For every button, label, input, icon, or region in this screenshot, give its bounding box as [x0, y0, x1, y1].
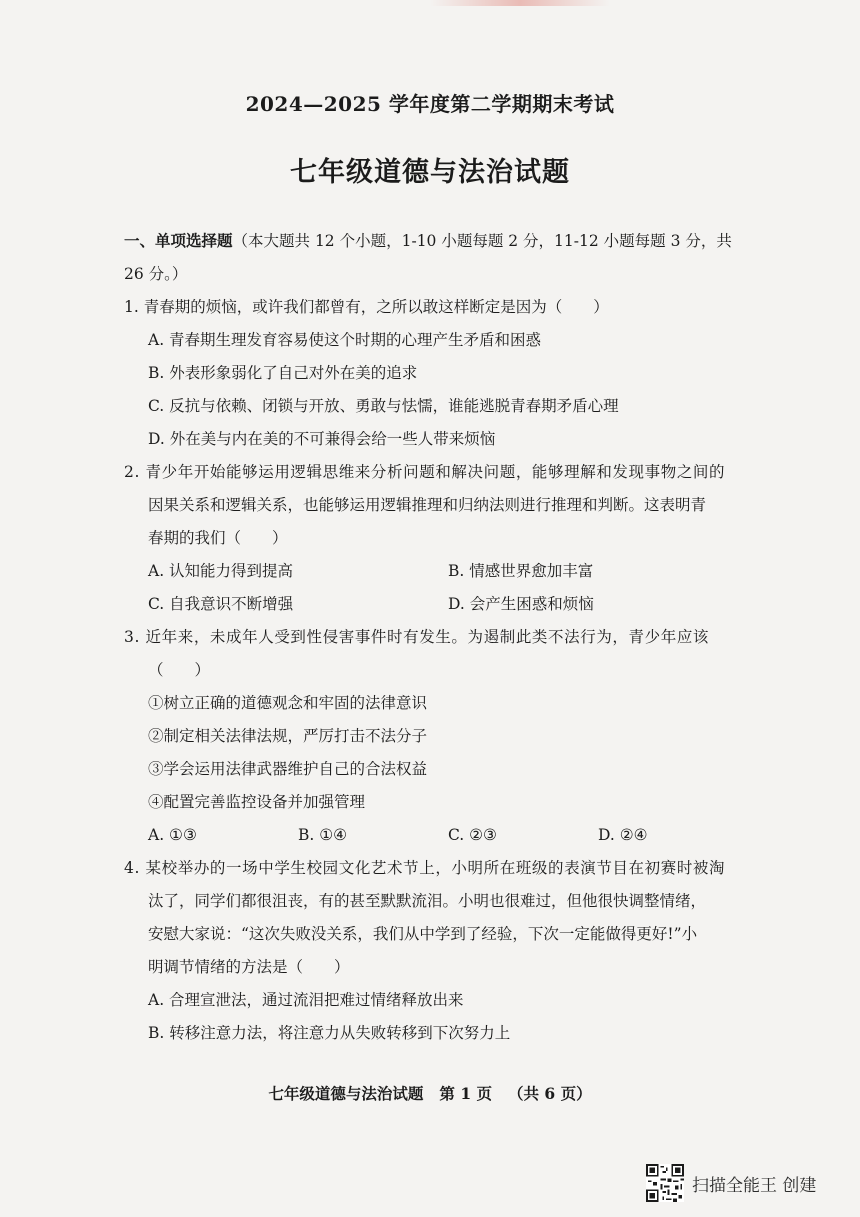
question-stem-line: 春期的我们（ ） [148, 529, 288, 547]
page-footer [0, 1082, 860, 1104]
footer-page-number: 第 1 页 [439, 1084, 492, 1103]
question-stem-line: 2. 青少年开始能够运用逻辑思维来分析问题和解决问题，能够理解和发现事物之间的 [124, 463, 726, 481]
option-c: C. 自我意识不断增强 [148, 595, 294, 613]
option-a: A. 认知能力得到提高 [148, 562, 294, 580]
option-row [124, 588, 756, 621]
option-d: D. ②④ [598, 826, 648, 844]
question-stem-line: 4. 某校举办的一场中学生校园文化艺术节上，小明所在班级的表演节目在初赛时被淘 [124, 859, 726, 877]
section-note-cont: 26 分。） [124, 265, 188, 283]
question-stem-line: 明调节情绪的方法是（ ） [148, 958, 350, 976]
option-a: A. ①③ [148, 826, 197, 844]
option-d: D. 会产生困惑和烦恼 [448, 595, 594, 613]
statement-4: ④配置完善监控设备并加强管理 [148, 793, 366, 811]
statement-2: ②制定相关法律法规，严厉打击不法分子 [148, 727, 428, 745]
option-b: B. 外表形象弱化了自己对外在美的追求 [148, 364, 418, 382]
scanner-watermark [646, 1163, 816, 1203]
question-content [124, 224, 756, 1050]
question-stem-line: 因果关系和逻辑关系，也能够运用逻辑推理和归纳法则进行推理和判断。这表明青 [148, 496, 707, 514]
scan-mark [430, 0, 610, 6]
watermark-text: 扫描全能王 创建 [692, 1175, 817, 1196]
option-b: B. ①④ [298, 826, 348, 844]
option-b: B. 情感世界愈加丰富 [448, 562, 594, 580]
statement-3: ③学会运用法律武器维护自己的合法权益 [148, 760, 428, 778]
question-3 [124, 621, 756, 852]
question-1 [124, 291, 756, 456]
option-row [124, 819, 756, 852]
question-stem-line: （ ） [148, 661, 211, 679]
question-stem: 1. 青春期的烦恼，或许我们都曾有，之所以敢这样断定是因为（ ） [124, 298, 609, 316]
option-row [124, 555, 756, 588]
section-title: 一、单项选择题 [124, 231, 233, 250]
option-c: C. 反抗与依赖、闭锁与开放、勇敢与怯懦，谁能逃脱青春期矛盾心理 [148, 397, 619, 415]
subject-title: 七年级道德与法治试题 [290, 157, 570, 188]
option-c: C. ②③ [448, 826, 497, 844]
question-2 [124, 456, 756, 621]
section-heading [124, 224, 756, 291]
qr-code-icon [646, 1164, 684, 1202]
question-stem-line: 汰了，同学们都很沮丧，有的甚至默默流泪。小明也很难过，但他很快调整情绪， [148, 892, 707, 910]
question-stem-line: 安慰大家说：“这次失败没关系，我们从中学到了经验，下次一定能做得更好!”小 [148, 925, 698, 943]
option-a: A. 青春期生理发育容易使这个时期的心理产生矛盾和困惑 [148, 331, 542, 349]
exam-title: 2024—2025 学年度第二学期期末考试 [245, 92, 615, 116]
section-note: （本大题共 12 个小题，1-10 小题每题 2 分，11-12 小题每题 3 分，共 [232, 232, 732, 250]
option-d: D. 外在美与内在美的不可兼得会给一些人带来烦恼 [148, 430, 496, 448]
question-4 [124, 852, 756, 1050]
option-b: B. 转移注意力法，将注意力从失败转移到下次努力上 [148, 1024, 511, 1042]
footer-total-pages: （共 6 页） [508, 1084, 592, 1103]
question-stem-line: 3. 近年来，未成年人受到性侵害事件时有发生。为遏制此类不法行为，青少年应该 [124, 628, 710, 646]
statement-1: ①树立正确的道德观念和牢固的法律意识 [148, 694, 428, 712]
footer-subject: 七年级道德与法治试题 [268, 1084, 424, 1103]
option-a: A. 合理宣泄法，通过流泪把难过情绪释放出来 [148, 991, 464, 1009]
